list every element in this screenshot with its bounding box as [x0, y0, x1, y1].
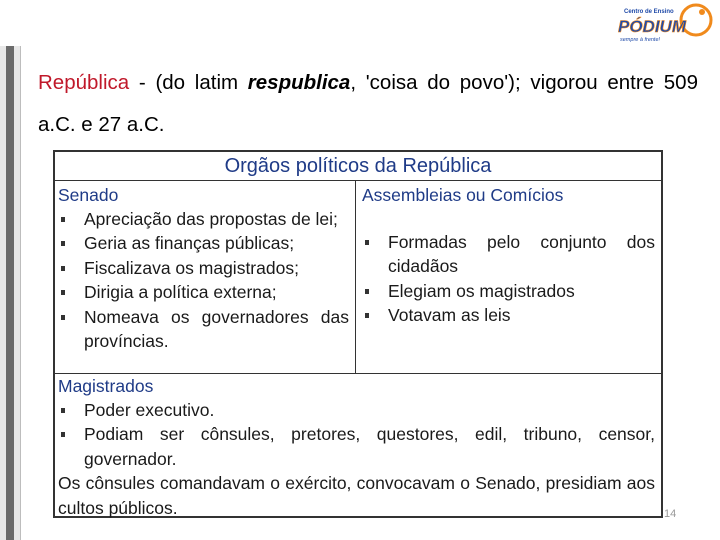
magistrados-item: [58, 422, 655, 471]
magistrados-item-text: Poder executivo.: [84, 400, 215, 420]
senado-item-text: Apreciação das propostas de lei;: [84, 209, 338, 229]
senado-item: [58, 305, 349, 354]
senado-heading: Senado: [58, 185, 119, 205]
magistrados-list: [58, 398, 655, 471]
senado-item: [58, 256, 349, 280]
assembleias-list: [362, 230, 655, 328]
magistrados-heading: Magistrados: [58, 376, 154, 396]
assembleias-item-text: Formadas pelo conjunto dos cidadãos: [388, 232, 655, 277]
assembleias-item-text: Elegiam os magistrados: [388, 280, 575, 301]
podium-logo: [612, 2, 716, 46]
bullet-icon: [61, 217, 65, 222]
intro-part1: - (do latim: [129, 71, 248, 94]
bullet-icon: [61, 290, 65, 295]
table-top-row: [55, 181, 661, 374]
bullet-icon: [61, 266, 65, 271]
page-number: 14: [664, 508, 677, 520]
bullet-icon: [365, 240, 369, 245]
logo-brand-text: PÓDIUM: [618, 17, 686, 36]
bullet-icon: [365, 289, 369, 294]
political-organs-table: [53, 150, 663, 518]
assembleias-cell: [356, 181, 661, 373]
senado-item-text: Geria as finanças públicas;: [84, 233, 295, 254]
bullet-icon: [61, 315, 65, 320]
intro-latin-word: respublica: [247, 71, 351, 94]
magistrados-item-text: Podiam ser cônsules, pretores, questores, edil, tribuno, censor, governador.: [84, 424, 655, 469]
senado-item-text: Fiscalizava os magistrados;: [84, 257, 299, 278]
senado-cell: [55, 181, 356, 373]
senado-item: [58, 231, 349, 255]
assembleias-heading: Assembleias ou Comícios: [362, 185, 564, 205]
assembleias-item-text: Votavam as leis: [388, 305, 511, 326]
left-decorative-bar: [0, 46, 21, 540]
bullet-icon: [61, 432, 65, 437]
bullet-icon: [365, 313, 369, 318]
intro-term: República: [38, 71, 130, 94]
logo-top-text: Centro de Ensino: [624, 9, 674, 15]
logo-tagline-text: sempre à frente!: [620, 37, 661, 43]
intro-part2: , 'coisa do povo'); vigorou entre 509 a.C. e 27 a.C.: [38, 71, 698, 136]
senado-list: [58, 207, 349, 353]
assembleias-item: [362, 230, 655, 279]
senado-item: [58, 207, 349, 231]
senado-item: [58, 280, 349, 304]
logo-dot: [699, 9, 705, 15]
left-bar-stripe: [6, 46, 14, 540]
magistrados-item: [58, 398, 655, 422]
senado-item-text: Nomeava os governadores das províncias.: [84, 306, 349, 352]
bullet-icon: [61, 241, 65, 246]
bullet-icon: [61, 408, 65, 413]
senado-item-text: Dirigia a política externa;: [84, 282, 277, 303]
magistrados-closing-text: Os cônsules comandavam o exército, convocavam o Senado, presidiam aos cultos públicos.: [58, 473, 655, 518]
intro-paragraph: [38, 62, 698, 146]
magistrados-cell: [55, 374, 661, 520]
assembleias-item: [362, 279, 655, 303]
table-title: Orgãos políticos da República: [55, 152, 661, 181]
assembleias-item: [362, 303, 655, 327]
